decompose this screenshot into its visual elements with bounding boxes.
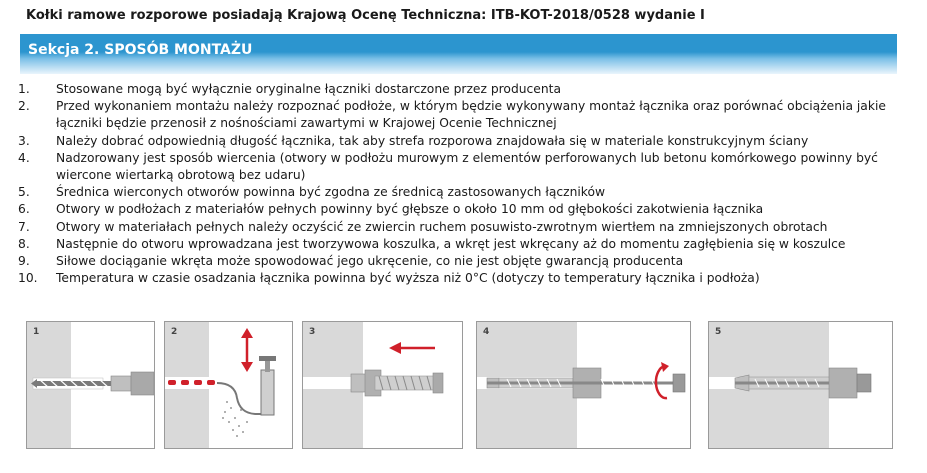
list-item-number: 3. [18,133,30,148]
cleaning-illustration [165,322,292,448]
instruction-list [18,81,908,287]
list-item [18,219,908,236]
step-panel-cleaning [164,321,293,449]
step-panel-inserting [302,321,463,449]
list-item-text: Temperatura w czasie osadzania łącznika powinna być wyższa niż 0°C (dotyczy to temperatury łącznika i podłoża) [56,271,760,286]
list-item [18,150,908,184]
list-item [18,201,908,218]
list-item-text: Stosowane mogą być wyłącznie oryginalne łączniki dostarczone przez producenta [56,82,562,96]
section-title: Sekcja 2. SPOSÓB MONTAŻU [28,42,253,58]
list-item-text: Średnica wierconych otworów powinna być zgodna ze średnicą zastosowanych łączników [56,185,606,200]
list-item-text: Przed wykonaniem montażu należy rozpoznać podłoże, w którym będzie wykonywany montaż łącznika oraz porównać obciążenia jakie łączniki będzie przenosił z nośnościami zawartymi w Krajowej Ocenie Technicznej [56,99,886,131]
list-item [18,253,908,270]
step-number: 4 [483,327,490,337]
list-item-text: Siłowe dociąganie wkręta może spowodować jego ukręcenie, co nie jest objęte gwarancją producenta [56,254,684,269]
step-panel-installed [708,321,893,449]
list-item-number: 5. [18,185,30,200]
list-item-number: 2. [18,99,30,114]
list-item-number: 1. [18,82,30,96]
installed-illustration [709,322,892,448]
list-item [18,98,908,132]
list-item-number: 8. [18,236,30,251]
section-header [20,34,897,74]
list-item [18,81,908,98]
inserting-illustration [303,322,462,448]
list-item-text: Następnie do otworu wprowadzana jest tworzywowa koszulka, a wkręt jest wkręcany aż do momentu zagłębienia się w koszulce [56,236,846,251]
list-item-text: Należy dobrać odpowiednią długość łącznika, tak aby strefa rozporowa znajdowała się w materiale konstrukcyjnym ściany [56,133,809,148]
list-item [18,133,908,150]
step-number: 2 [171,327,178,337]
list-item-number: 4. [18,150,30,165]
step-number: 5 [715,327,722,337]
step-panel-screwing [476,321,691,449]
document-title: Kołki ramowe rozporowe posiadają Krajową Ocenę Techniczna: ITB-KOT-2018/0528 wydanie I [26,8,705,23]
step-panel-drilling [26,321,155,449]
step-number: 3 [309,327,316,337]
list-item-number: 6. [18,202,30,217]
list-item-number: 7. [18,219,30,234]
list-item [18,236,908,253]
list-item [18,270,908,287]
list-item-number: 10. [18,271,38,286]
list-item-text: Otwory w podłożach z materiałów pełnych powinny być głębsze o około 10 mm od głębokości zakotwienia łącznika [56,202,764,217]
step-number: 1 [33,327,40,337]
list-item-text: Otwory w materiałach pełnych należy oczyścić ze zwiercin ruchem posuwisto-zwrotnym wiertłem na zmniejszonych obrotach [56,219,828,234]
list-item [18,184,908,201]
list-item-number: 9. [18,254,30,269]
list-item-text: Nadzorowany jest sposób wiercenia (otwory w podłożu murowym z elementów perforowanych lub betonu komórkowego powinny być wiercone wiertarką obrotową bez udaru) [56,150,878,183]
screwing-illustration [477,322,690,448]
drilling-illustration [27,322,154,448]
